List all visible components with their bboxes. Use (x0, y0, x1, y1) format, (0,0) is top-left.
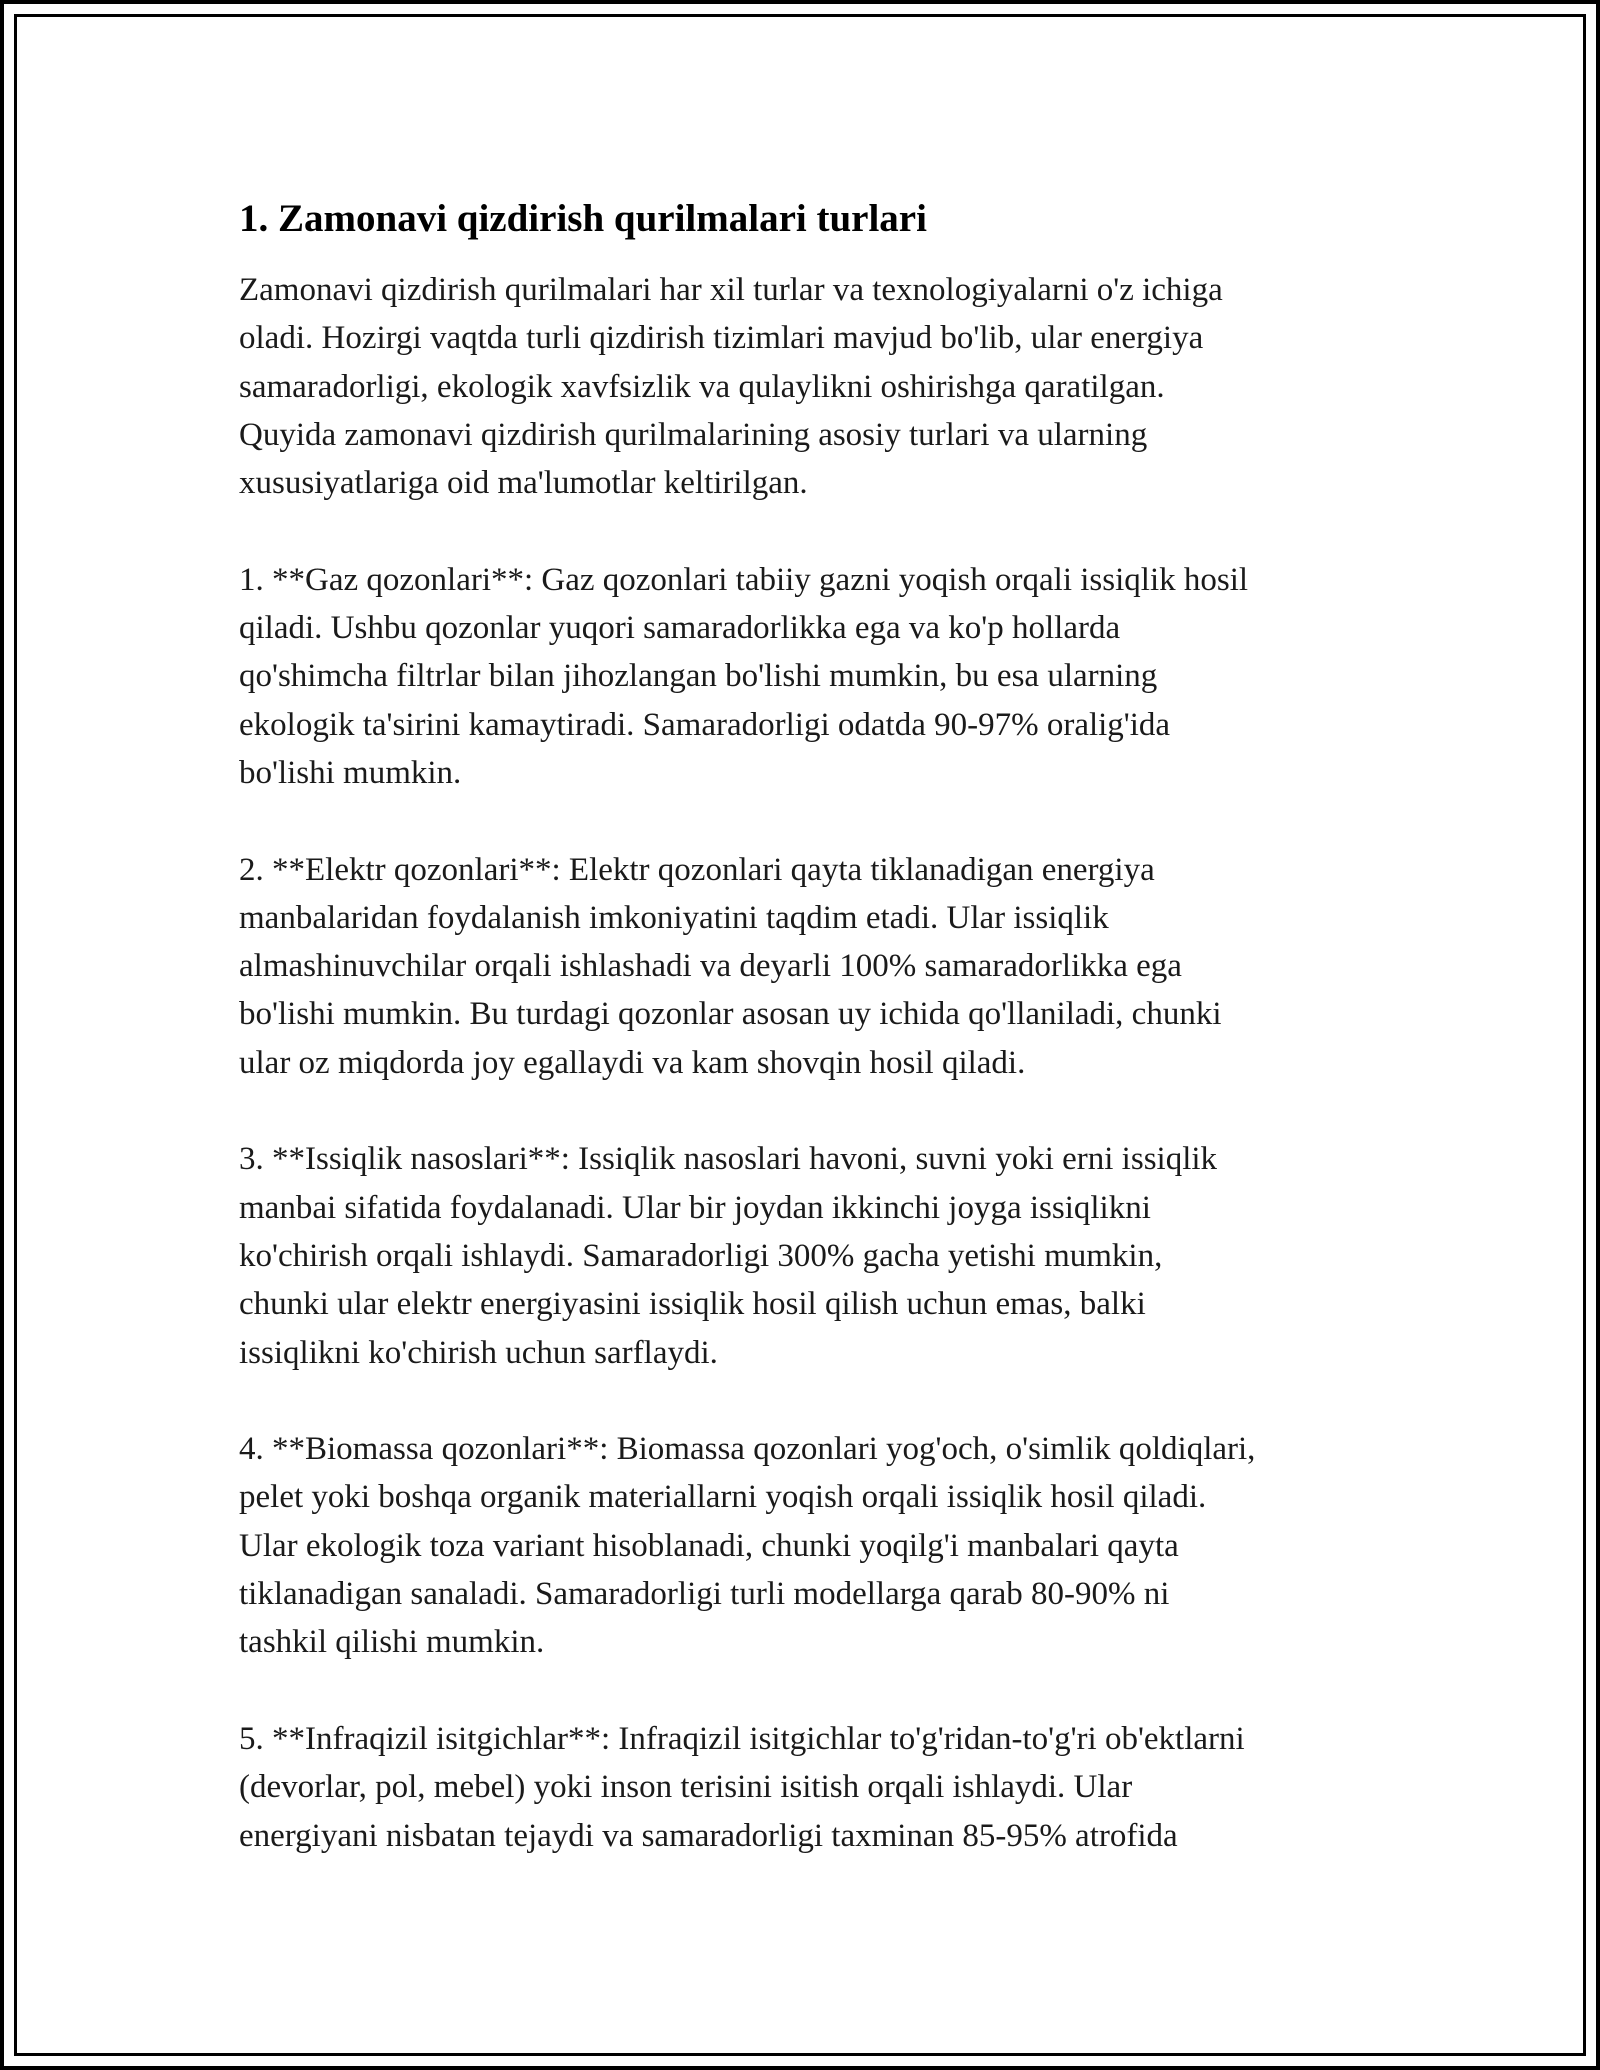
text-line: qo'shimcha filtrlar bilan jihozlangan bo'lishi mumkin, bu esa ularning (239, 658, 1158, 695)
paragraph-gap (239, 1667, 1399, 1715)
text-line: 3. **Issiqlik nasoslari**: Issiqlik nasoslari havoni, suvni yoki erni issiqlik (239, 1141, 1218, 1178)
text-line: tiklanadigan sanaladi. Samaradorligi turli modellarga qarab 80-90% ni (239, 1576, 1170, 1613)
text-line: samaradorligi, ekologik xavfsizlik va qulaylikni oshirishga qaratilgan. (239, 368, 1165, 405)
text-line: almashinuvchilar orqali ishlashadi va deyarli 100% samaradorlikka ega (239, 948, 1182, 985)
text-line: energiyani nisbatan tejaydi va samaradorligi taxminan 85-95% atrofida (239, 1817, 1178, 1854)
text-line: tashkil qilishi mumkin. (239, 1624, 545, 1661)
text-line: bo'lishi mumkin. Bu turdagi qozonlar asosan uy ichida qo'llaniladi, chunki (239, 996, 1222, 1033)
text-line: 5. **Infraqizil isitgichlar**: Infraqizil isitgichlar to'g'ridan-to'g'ri ob'ektlarni (239, 1720, 1245, 1757)
text-line: Zamonavi qizdirish qurilmalari har xil turlar va texnologiyalarni o'z ichiga (239, 272, 1223, 308)
text-line: Ular ekologik toza variant hisoblanadi, chunki yoqilg'i manbalari qayta (239, 1527, 1179, 1564)
text-line: Quyida zamonavi qizdirish qurilmalarining asosiy turlari va ularning (239, 416, 1148, 453)
text-line: qiladi. Ushbu qozonlar yuqori samaradorlikka ega va ko'p hollarda (239, 610, 1121, 647)
paragraph-gap (239, 1087, 1399, 1135)
intro-paragraph (239, 266, 1399, 507)
text-line: bo'lishi mumkin. (239, 754, 462, 791)
document-body (239, 194, 1399, 1860)
text-line: chunki ular elektr energiyasini issiqlik hosil qilish uchun emas, balki (239, 1286, 1146, 1323)
text-line: manbai sifatida foydalanadi. Ular bir joydan ikkinchi joyga issiqlikni (239, 1189, 1151, 1226)
list-item-infrared-heaters (239, 1715, 1399, 1860)
list-item-biomass-boilers (239, 1425, 1399, 1666)
text-line: oladi. Hozirgi vaqtda turli qizdirish tizimlari mavjud bo'lib, ular energiya (239, 320, 1204, 357)
text-line: 1. **Gaz qozonlari**: Gaz qozonlari tabiiy gazni yoqish orqali issiqlik hosil (239, 561, 1249, 598)
list-item-gas-boilers (239, 556, 1399, 797)
text-line: manbalaridan foydalanish imkoniyatini taqdim etadi. Ular issiqlik (239, 899, 1109, 936)
text-line: ular oz miqdorda joy egallaydi va kam shovqin hosil qiladi. (239, 1044, 1026, 1081)
list-item-electric-boilers (239, 846, 1399, 1087)
paragraph-gap (239, 1377, 1399, 1425)
text-line: issiqlikni ko'chirish uchun sarflaydi. (239, 1334, 718, 1371)
text-line: 2. **Elektr qozonlari**: Elektr qozonlari qayta tiklanadigan energiya (239, 851, 1155, 888)
text-line: pelet yoki boshqa organik materiallarni yoqish orqali issiqlik hosil qiladi. (239, 1479, 1207, 1516)
paragraph-gap (239, 797, 1399, 845)
text-line: ko'chirish orqali ishlaydi. Samaradorligi 300% gacha yetishi mumkin, (239, 1237, 1163, 1274)
text-line: ekologik ta'sirini kamaytiradi. Samaradorligi odatda 90-97% oralig'ida (239, 706, 1171, 743)
paragraph-gap (239, 507, 1399, 555)
section-heading: 1. Zamonavi qizdirish qurilmalari turlari (239, 197, 927, 240)
list-item-heat-pumps (239, 1135, 1399, 1376)
text-line: 4. **Biomassa qozonlari**: Biomassa qozonlari yog'och, o'simlik qoldiqlari, (239, 1431, 1256, 1468)
text-line: (devorlar, pol, mebel) yoki inson terisini isitish orqali ishlaydi. Ular (239, 1769, 1133, 1806)
text-line: xususiyatlariga oid ma'lumotlar keltirilgan. (239, 465, 808, 502)
